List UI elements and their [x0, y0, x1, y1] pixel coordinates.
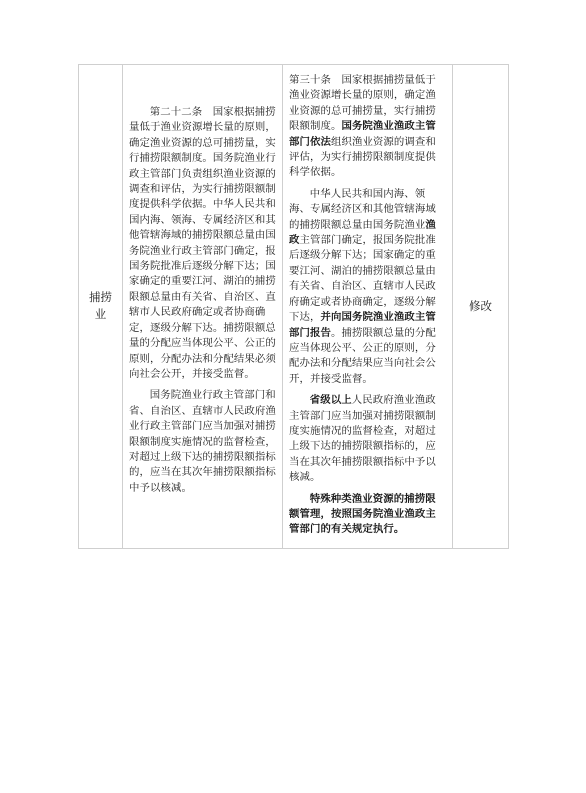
new-p2-bold-fisheries: 渔政: [289, 218, 436, 247]
comparison-table: [78, 64, 509, 549]
old-paragraph-2: 国务院渔业行政主管部门和省、自治区、直辖市人民政府渔业行政主管部门应当加强对捕捞限额制度实施情况的监督检查，对超过上级下达的捕捞限额指标的，应当在其次年捕捞限额指标中予以核减。: [129, 389, 276, 494]
topic-label: 捕捞业: [89, 290, 112, 322]
new-p1-bold-dept: 国务院渔业渔政主管部门: [289, 120, 436, 148]
old-paragraph-1: 第二十二条 国家根据捕捞量低于渔业资源增长量的原则，确定渔业资源的总可捕捞量，实行捕捞限额制度。国务院渔业行政主管部门负责组织渔业资源的调查和评估，为实行捕捞限额制度提供科学依据。中华人民共和国内海、领海、专属经济区和其他管辖海域的捕捞限额总量由国务院渔业行政主管部门确定，报国务院批准后逐级分解下达；国家确定的重要江河、湖泊的捕捞限额总量由有关省、自治区、直辖市人民政府确定或者协商确定，逐级分解下达。捕捞限额总量的分配应当体现公平、公正的原则，分配办法和分配结果必须向社会公开，并接受监督。: [129, 106, 276, 380]
new-p2-bold-report: 并向国务院渔业渔政主管部门报告: [289, 311, 436, 339]
new-text-cell: [283, 65, 453, 549]
new-p2-text-mid: 主管部门确定，报国务院批准后逐级分解下达；国家确定的重要江河、湖泊的捕捞限额总量由有关省、自治区、直辖市人民政府确定或者协商确定，逐级分解下达，: [289, 234, 436, 324]
new-p1-text: 第三十条 国家根据捕捞量低于渔业资源增长量的原则，确定渔业资源的总可捕捞量，实行捕捞限额制度。: [289, 74, 436, 133]
new-p3-text: 人民政府渔业渔政主管部门应当加强对捕捞限额制度实施情况的监督检查，对超过上级下达的捕捞限额指标的，应当在其次年捕捞限额指标中予以核减。: [289, 394, 436, 484]
new-paragraph-3: [289, 393, 446, 485]
change-type-cell: [453, 65, 509, 549]
new-paragraph-4: 特殊种类渔业资源的捕捞限额管理，按照国务院渔业渔政主管部门的有关规定执行。: [289, 492, 436, 536]
new-p3-bold-level: 省级以上: [309, 394, 352, 407]
new-p1-text-end: 组织渔业资源的调查和评估，为实行捕捞限额制度提供科学依据。: [289, 135, 436, 179]
change-type-label: 修改: [469, 299, 492, 314]
topic-cell: [79, 65, 123, 549]
new-paragraph-2: [289, 187, 446, 387]
new-p2-text-end: 。捕捞限额总量的分配应当体现公平、公正的原则，分配办法和分配结果应当向社会公开，并接受监督。: [289, 326, 436, 385]
old-text-cell: [123, 65, 283, 549]
new-p1-bold-lawful: 依法: [309, 135, 331, 148]
table-row: [79, 65, 509, 549]
new-paragraph-1: [289, 73, 446, 181]
new-p2-text: 中华人民共和国内海、领海、专属经济区和其他管辖海域的捕捞限额总量由国务院渔业: [289, 187, 436, 231]
